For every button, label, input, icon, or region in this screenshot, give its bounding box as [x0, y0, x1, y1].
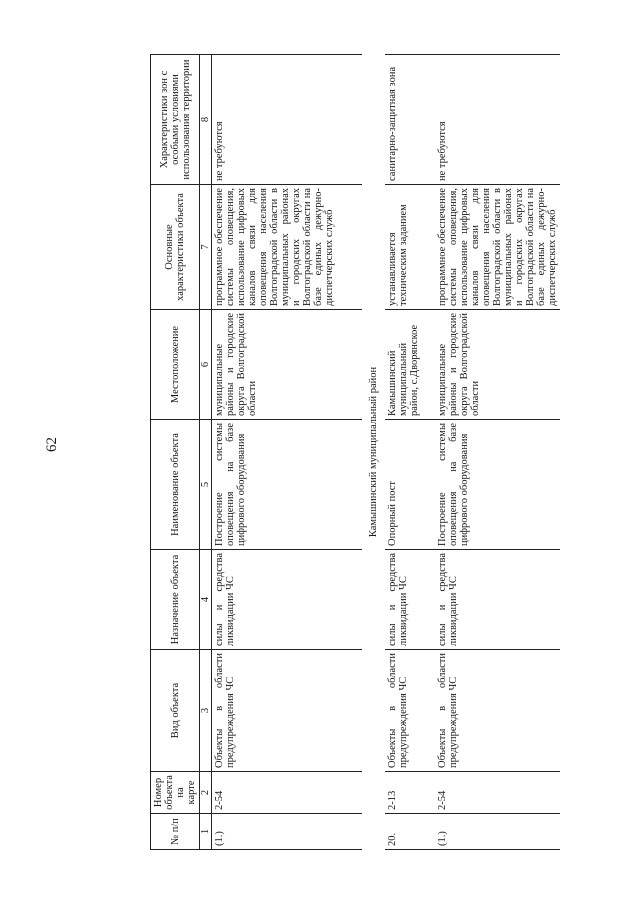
- table-cell: 2-54: [212, 772, 362, 814]
- header-cell: Вид объекта: [151, 650, 200, 772]
- table-cell: силы и средства ликвидации ЧС: [385, 550, 435, 650]
- table-cell: программное обеспечение системы оповещения, использование цифровых каналов связи для оповещения населения Волгоградской области в муниципальных районах и городских округах Волгоградской области на базе единых дежурно-диспетчерских служб: [212, 185, 362, 310]
- table-cell: муниципальные районы и городские округа Волгоградской области: [435, 310, 560, 420]
- table-cell: Построение системы оповещения на базе цифрового оборудования: [435, 420, 560, 550]
- header-cell: Назначение объекта: [151, 550, 200, 650]
- table-row: [212, 55, 362, 850]
- table-row: [385, 55, 435, 850]
- objects-table: [150, 54, 560, 850]
- column-number: 8: [200, 55, 212, 185]
- table-cell: (1.): [212, 814, 362, 850]
- table-cell: Опорный пост: [385, 420, 435, 550]
- page-number: 62: [44, 437, 60, 452]
- table-cell: муниципальные районы и городские округа Волгоградской области: [212, 310, 362, 420]
- table-cell: Объекты в области предупреждения ЧС: [212, 650, 362, 772]
- table-cell: силы и средства ликвидации ЧС: [435, 550, 560, 650]
- section-title: Камышинский муниципальный район: [367, 366, 379, 538]
- table-cell: 2-54: [435, 772, 560, 814]
- column-number: 5: [200, 420, 212, 550]
- table-cell: Объекты в области предупреждения ЧС: [435, 650, 560, 772]
- table-cell: Построение системы оповещения на базе цифрового оборудования: [212, 420, 362, 550]
- header-cell: Местоположение: [151, 310, 200, 420]
- table-cell: (1.): [435, 814, 560, 850]
- column-number: 3: [200, 650, 212, 772]
- table-cell: программное обеспечение системы оповещения, использование цифровых каналов связи для оповещения населения Волгоградской области в муниципальных районах и городских округах Волгоградской области на базе единых дежурно-диспетчерских служб: [435, 185, 560, 310]
- rotated-table-container: [150, 55, 558, 850]
- table-cell: не требуются: [435, 55, 560, 185]
- column-number: 6: [200, 310, 212, 420]
- header-cell: Основные характеристики объекта: [151, 185, 200, 310]
- header-cell: Наименование объекта: [151, 420, 200, 550]
- header-cell: Номер объекта на карте: [151, 772, 200, 814]
- header-cell: Характеристики зон с особыми условиями использования территории: [151, 55, 200, 185]
- column-number: 1: [200, 814, 212, 850]
- column-number: 4: [200, 550, 212, 650]
- column-number-row: [200, 55, 212, 850]
- table-cell: Объекты в области предупреждения ЧС: [385, 650, 435, 772]
- table-cell: устанавливается техническим заданием: [385, 185, 435, 310]
- table-cell: 20.: [385, 814, 435, 850]
- column-number: 7: [200, 185, 212, 310]
- header-cell: № п/п: [151, 814, 200, 850]
- header-row: [151, 55, 200, 850]
- table-cell: 2-13: [385, 772, 435, 814]
- table-row: [435, 55, 560, 850]
- section-row: [362, 55, 385, 850]
- table-cell: санитарно-защитная зона: [385, 55, 435, 185]
- table-cell: не требуются: [212, 55, 362, 185]
- table-cell: Камышинский муниципальный район, с.Дворянское: [385, 310, 435, 420]
- table-cell: силы и средства ликвидации ЧС: [212, 550, 362, 650]
- column-number: 2: [200, 772, 212, 814]
